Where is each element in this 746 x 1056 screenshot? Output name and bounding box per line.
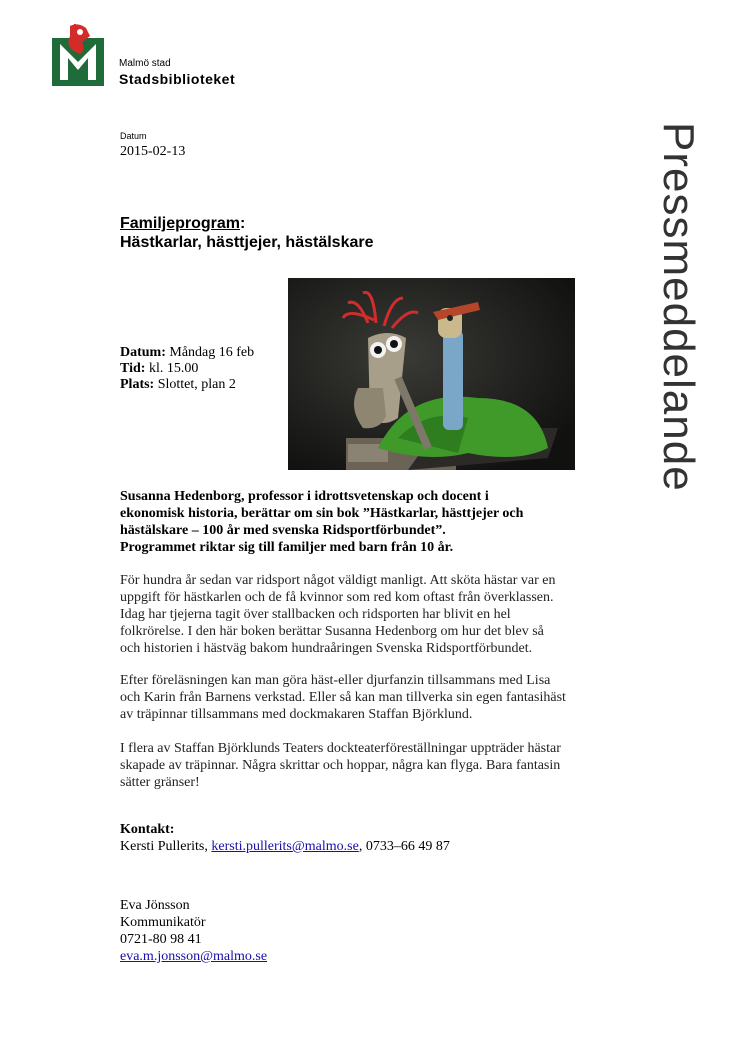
signature-phone: 0721-80 98 41 [120,932,202,947]
paragraph-line: folkrörelse. I den här boken berättar Susanna Hedenborg om hur det blev så [120,624,544,639]
title-colon: : [240,215,246,232]
paragraph-line: För hundra år sedan var ridsport något väldigt manligt. Att sköta hästar var en [120,573,556,588]
malmo-stad-logo-icon [52,24,104,86]
paragraph-line: I flera av Staffan Björklunds Teaters dockteaterföreställningar uppträder hästar [120,741,561,756]
contact-block [120,821,450,855]
title-program: Familjeprogram [120,215,241,232]
contact-label: Kontakt: [120,822,175,837]
signature-email-link[interactable]: eva.m.jonsson@malmo.se [120,949,268,964]
date-value: 2015-02-13 [120,144,186,159]
paragraph-line: och historien i hästväg bakom hundraåringen Svenska Ridsportförbundet. [120,641,533,656]
paragraph-line: Efter föreläsningen kan man göra häst-eller djurfanzin tillsammans med Lisa [120,673,551,688]
event-time-value: kl. 15.00 [145,361,199,376]
body-paragraph-2 [120,672,590,723]
paragraph-line: och Karin från Barnens verkstad. Eller så kan man tillverka sin egen fantasihäst [120,690,566,705]
date-label: Datum [120,131,147,141]
lead-line: Susanna Hedenborg, professor i idrottsvetenskap och docent i [120,489,489,504]
event-date-label: Datum: [120,345,166,360]
lead-paragraph [120,488,580,556]
body-paragraph-1 [120,572,590,657]
paragraph-line: av träpinnar tillsammans med dockmakaren Staffan Björklund. [120,707,473,722]
signature-block [120,897,267,965]
event-place-label: Plats: [120,377,155,392]
puppet-horse-photo [288,278,575,470]
contact-name: Kersti Pullerits, [120,839,212,854]
pressmeddelande-text: Pressmeddelande [654,122,703,492]
title-subtitle: Hästkarlar, hästtjejer, hästälskare [120,234,374,251]
organization-name: Malmö stad [119,58,171,69]
page-title [120,214,374,252]
event-time-label: Tid: [120,361,146,376]
event-info [120,345,254,393]
body-paragraph-3 [120,740,590,791]
contact-email-link[interactable]: kersti.pullerits@malmo.se [211,839,359,854]
event-date-value: Måndag 16 feb [165,345,255,360]
event-place-value: Slottet, plan 2 [154,377,236,392]
paragraph-line: sätter gränser! [120,775,200,790]
document-type-label [655,122,715,562]
signature-role: Kommunikatör [120,915,206,930]
lead-line: ekonomisk historia, berättar om sin bok ”Hästkarlar, hästtjejer och [120,506,524,521]
paragraph-line: skapade av träpinnar. Några skrittar och hoppar, några kan flyga. Bara fantasin [120,758,561,773]
paragraph-line: Idag har tjejerna tagit över stallbacken och ridsporten har blivit en hel [120,607,511,622]
department-name: Stadsbiblioteket [119,71,236,87]
signature-name: Eva Jönsson [120,898,190,913]
lead-line: Programmet riktar sig till familjer med barn från 10 år. [120,540,454,555]
contact-phone: , 0733–66 49 87 [358,839,450,854]
lead-line: hästälskare – 100 år med svenska Ridsportförbundet”. [120,523,446,538]
paragraph-line: uppgift för hästkarlen och de få kvinnor som red kom oftast från överklassen. [120,590,554,605]
